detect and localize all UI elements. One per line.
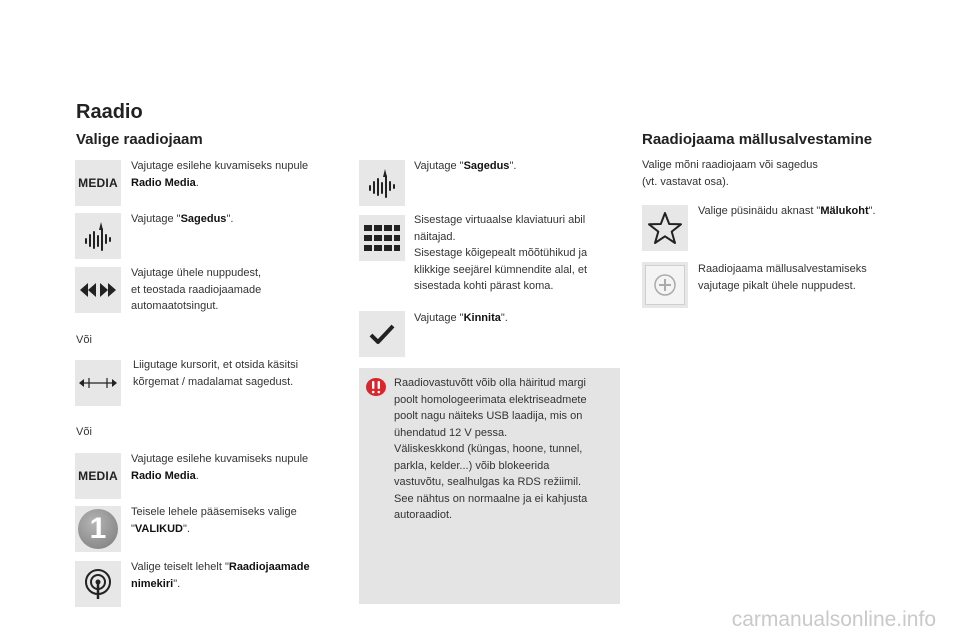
radio-station-list-icon (75, 561, 121, 607)
frequency-icon (75, 213, 121, 259)
or-label: Või (76, 334, 92, 346)
star-icon (642, 205, 688, 251)
memory-intro-text: Valige mõni raadiojaam või sagedus (vt. vastavat osa). (642, 159, 818, 188)
step-seek-text: Vajutage ühele nuppudest, et teostada raadiojaamade automaatotsingut. (131, 267, 262, 312)
step-options-text: Teisele lehele pääsemiseks valige "VALIKUD". (131, 506, 297, 535)
step-number-tile (75, 506, 121, 552)
preset-slot (645, 265, 685, 305)
frequency-icon (359, 160, 405, 206)
step-frequency-text: Vajutage "Sagedus". (131, 213, 234, 225)
media-button-icon: MEDIA (75, 160, 121, 206)
step-store-text: Raadiojaama mällusalvestamiseks vajutage pikalt ühele nuppudest. (698, 263, 867, 292)
warning-icon (366, 378, 386, 396)
warning-text: Raadiovastuvõtt võib olla häiritud margi poolt homologeerimata elektriseadmete poolt nagu näiteks USB laadija, mis on ühendatud 12 V pessa. Väliskeskkond (küngas, hoone, tunnel, parkla, kelder...) võib blokeerida vastuvõtu, sealhulgas ka RDS režiimil. See nähtus on normaalne ja ei kahjusta autoraadiot. (394, 377, 588, 521)
step-media-text: Vajutage esilehe kuvamiseks nupule Radio Media. (131, 160, 309, 189)
checkmark-icon (359, 311, 405, 357)
step-keyboard-text: Sisestage virtuaalse klaviatuuri abil näitajad. Sisestage kõigepealt mõõtühikud ja klikkige seejärel kümnendite alal, et sisestada kohti pärast koma. (414, 214, 588, 292)
step-memory-slot-text: Valige püsinäidu aknast "Mälukoht". (698, 205, 876, 217)
step-slider-text: Liigutage kursorit, et otsida käsitsi kõrgemat / madalamat sagedust. (133, 359, 299, 388)
step-media-text-2: Vajutage esilehe kuvamiseks nupule Radio Media. (131, 453, 309, 482)
media-button-icon: MEDIA (75, 453, 121, 499)
frequency-slider-icon (75, 360, 121, 406)
step-confirm-text: Vajutage "Kinnita". (414, 312, 508, 324)
preset-add-icon (642, 262, 688, 308)
or-label: Või (76, 426, 92, 438)
watermark: carmanualsonline.info (731, 608, 936, 631)
page-title: Raadio (76, 101, 143, 123)
virtual-keyboard-icon (359, 215, 405, 261)
step-number-badge: 1 (78, 509, 118, 549)
step-station-list-text: Valige teiselt lehelt "Raadiojaamade nimekiri". (131, 561, 310, 590)
section-heading-memory: Raadiojaama mällusalvestamine (642, 131, 873, 148)
step-frequency-text-2: Vajutage "Sagedus". (414, 160, 517, 172)
section-heading-select-station: Valige raadiojaam (76, 131, 203, 148)
seek-buttons-icon (75, 267, 121, 313)
